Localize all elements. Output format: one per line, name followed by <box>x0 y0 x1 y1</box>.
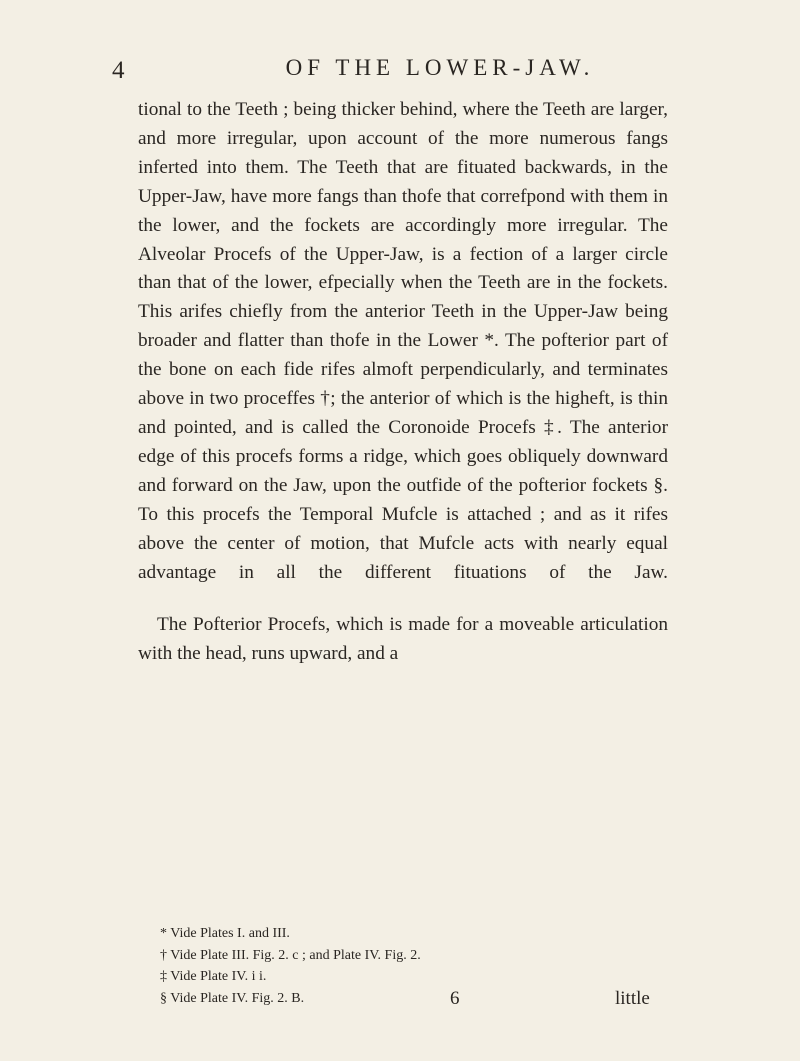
footnote-2: † Vide Plate III. Fig. 2. c ; and Plate IV. Fig. 2. <box>160 947 421 963</box>
footnote-4: § Vide Plate IV. Fig. 2. B. <box>160 990 305 1006</box>
paragraph-2: The Pofterior Procefs, which is made for a moveable articulation with the head, runs upward, and a <box>138 614 668 665</box>
main-text <box>138 96 668 669</box>
paragraph-gap <box>138 587 668 611</box>
footnote-1: * Vide Plates I. and III. <box>160 926 290 941</box>
catchword: little <box>615 988 650 1009</box>
signature-mark: 6 <box>450 988 460 1009</box>
running-head: OF THE LOWER-JAW. <box>285 55 595 80</box>
footnotes <box>160 923 680 1009</box>
footnote-3: ‡ Vide Plate IV. i i. <box>160 969 267 985</box>
page-number: 4 <box>112 57 125 84</box>
paragraph-1: tional to the Teeth ; being thicker behind, where the Teeth are larger, and more irregular, upon account of the more numerous fangs inferted into them. The Teeth that are fituated backwards, in the Upper-Jaw, have more fangs than thofe that correfpond with them in the lower, and the fockets are accordingly more irregular. The Alveolar Procefs of the Upper-Jaw, is a fection of a larger circle than that of the lower, efpecially when the Teeth are in the fockets. This arifes chiefly from the anterior Teeth in the Upper-Jaw being broader and flatter than thofe in the Lower *. The pofterior part of the bone on each fide rifes almoft perpendicularly, and terminates above in two proceffes †; the anterior of which is the higheft, is thin and pointed, and is called the Coronoide Procefs ‡. The anterior edge of this procefs forms a ridge, which goes obliquely downward and forward on the Jaw, upon the outfide of the pofterior fockets §. To this procefs the Temporal Mufcle is attached ; and as it rifes above the center of motion, that Mufcle acts with nearly equal advantage in all the different fituations of the Jaw. <box>138 99 668 583</box>
